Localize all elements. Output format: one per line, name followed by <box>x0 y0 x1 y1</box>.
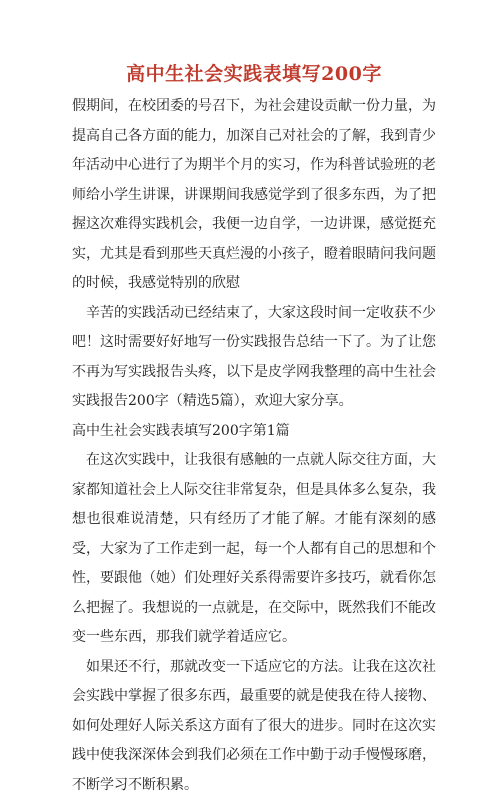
intro-paragraph-1: 假期间，在校团委的号召下，为社会建设贡献一份力量，为提高自己各方面的能力，加深自己对社会的了解，我到青少年活动中心进行了为期半个月的实习，作为科普试验班的老师给小学生讲课，讲课期间我感觉学到了很多东西，为了把握这次难得实践机会，我便一边自学，一边讲课，感觉挺充实，尤其是看到那些天真烂漫的小孩子，瞪着眼睛问我问题的时候，我感觉特别的欣慰 <box>72 92 436 299</box>
section-heading: 高中生社会实践表填写200字第1篇 <box>72 417 436 447</box>
intro-paragraph-2: 辛苦的实践活动已经结束了，大家这段时间一定收获不少吧！这时需要好好地写一份实践报告总结一下了。为了让您不再为写实践报告头疼，以下是皮学网我整理的高中生社会实践报告200字（精选5篇），欢迎大家分享。 <box>72 299 436 417</box>
section-paragraph-1: 在这次实践中，让我很有感触的一点就人际交往方面，大家都知道社会上人际交往非常复杂，但是具体多么复杂，我想也很难说清楚，只有经历了才能了解。才能有深刻的感受，大家为了工作走到一起，每一个人都有自己的思想和个性，要跟他（她）们处理好关系得需要许多技巧，就看你怎么把握了。我想说的一点就是，在交际中，既然我们不能改变一些东西，那我们就学着适应它。 <box>72 446 436 653</box>
section-paragraph-2: 如果还不行，那就改变一下适应它的方法。让我在这次社会实践中掌握了很多东西，最重要的就是使我在待人接物、如何处理好人际关系这方面有了很大的进步。同时在这次实践中使我深深体会到我们必须在工作中勤于动手慢慢琢磨，不断学习不断积累。 <box>72 653 436 800</box>
document-title: 高中生社会实践表填写200字 <box>72 62 436 86</box>
